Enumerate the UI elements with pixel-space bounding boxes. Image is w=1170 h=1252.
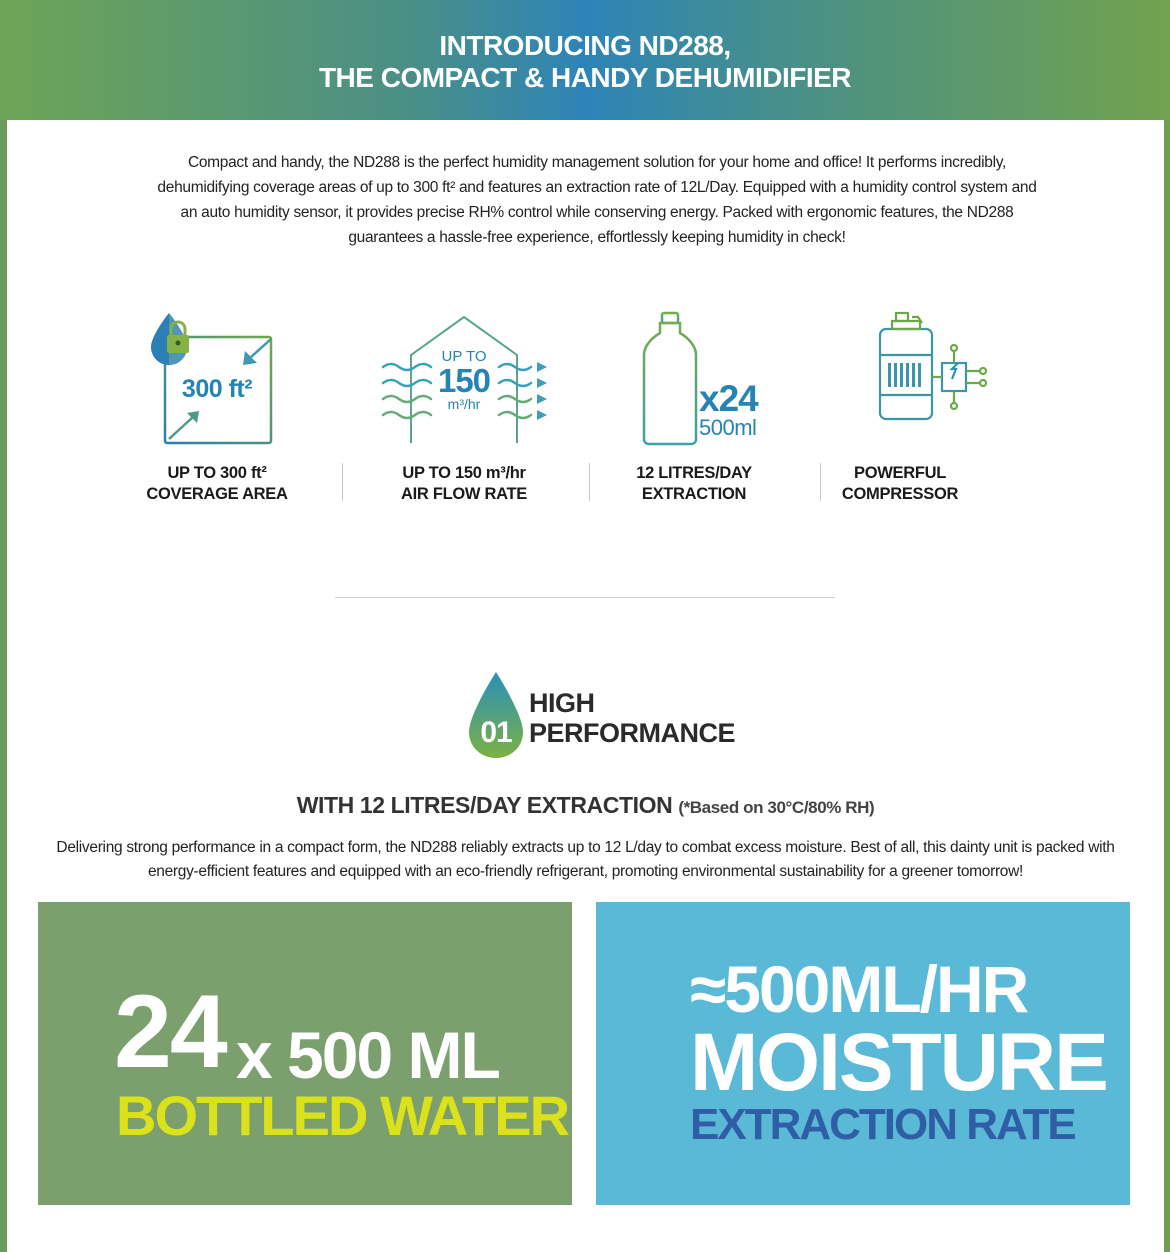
air-flow-icon-text-unit: m³/hr — [447, 396, 481, 412]
section-subheading: WITH 12 LITRES/DAY EXTRACTION (*Based on 30°C/80% RH) — [296, 792, 875, 818]
bottled-water-label: BOTTLED WATER — [116, 1084, 569, 1147]
feature-compressor-label: POWERFUL COMPRESSOR — [841, 464, 959, 503]
coverage-icon-text: 300 ft² — [181, 375, 253, 403]
moisture-label: MOISTURE — [690, 1017, 1107, 1108]
section-title: HIGH PERFORMANCE — [529, 688, 736, 748]
bottled-water-stat-card — [38, 902, 572, 1205]
feature-extraction — [596, 305, 816, 503]
extraction-rate-label: EXTRACTION RATE — [690, 1100, 1075, 1149]
bottle-volume: x 500 ML — [236, 1018, 499, 1092]
feature-extraction-label: 12 LITRES/DAY EXTRACTION — [636, 464, 752, 503]
section-number: 01 — [480, 716, 512, 749]
intro-paragraph: Compact and handy, the ND288 is the perfect humidity management solution for your home and office! It performs incredibly, dehumidifying coverage areas of up to 300 ft² and features an extraction rate of 12L/Day. Equipped with a humidity control system and an auto humidity sensor, it provides precise RH% control while conserving energy. Packed with ergonomic features, the ND288 guarantees a hassle-free experience, effortlessly keeping humidity in check! — [157, 154, 1037, 246]
rate-value: ≈500ML/HR — [690, 952, 1028, 1026]
feature-compressor — [824, 305, 1044, 503]
section-divider — [335, 597, 835, 598]
header-title-line-1: INTRODUCING ND288, — [439, 30, 731, 61]
content-panel — [7, 120, 1164, 1252]
feature-air-flow — [354, 305, 574, 503]
compressor-icon — [864, 305, 1004, 450]
feature-coverage — [107, 305, 327, 503]
extraction-rate-stat-card — [596, 902, 1130, 1205]
subheading-note: (*Based on 30°C/80% RH) — [678, 798, 875, 817]
bottle-icon-text-count: x24 — [699, 378, 758, 419]
feature-coverage-label: UP TO 300 ft² COVERAGE AREA — [146, 464, 288, 503]
air-flow-icon-text-value: 150 — [437, 362, 491, 399]
bottle-icon-text-volume: 500ml — [699, 415, 757, 440]
section-description: Delivering strong performance in a compact form, the ND288 reliably extracts up to 12 L/day to combat excess moisture. Best of all, this dainty unit is packed with energy-efficient features and equipped with an eco-friendly refrigerant, promoting environmental sustainability for a greener tomorrow! — [56, 839, 1115, 880]
feature-divider — [342, 463, 343, 501]
header-title-line-2: THE COMPACT & HANDY DEHUMIDIFIER — [318, 62, 852, 93]
bottle-count: 24 — [114, 974, 226, 1090]
header-banner — [0, 0, 1170, 120]
feature-air-flow-label: UP TO 150 m³/hr AIR FLOW RATE — [401, 464, 527, 503]
air-flow-icon-text-top: UP TO — [441, 348, 487, 365]
